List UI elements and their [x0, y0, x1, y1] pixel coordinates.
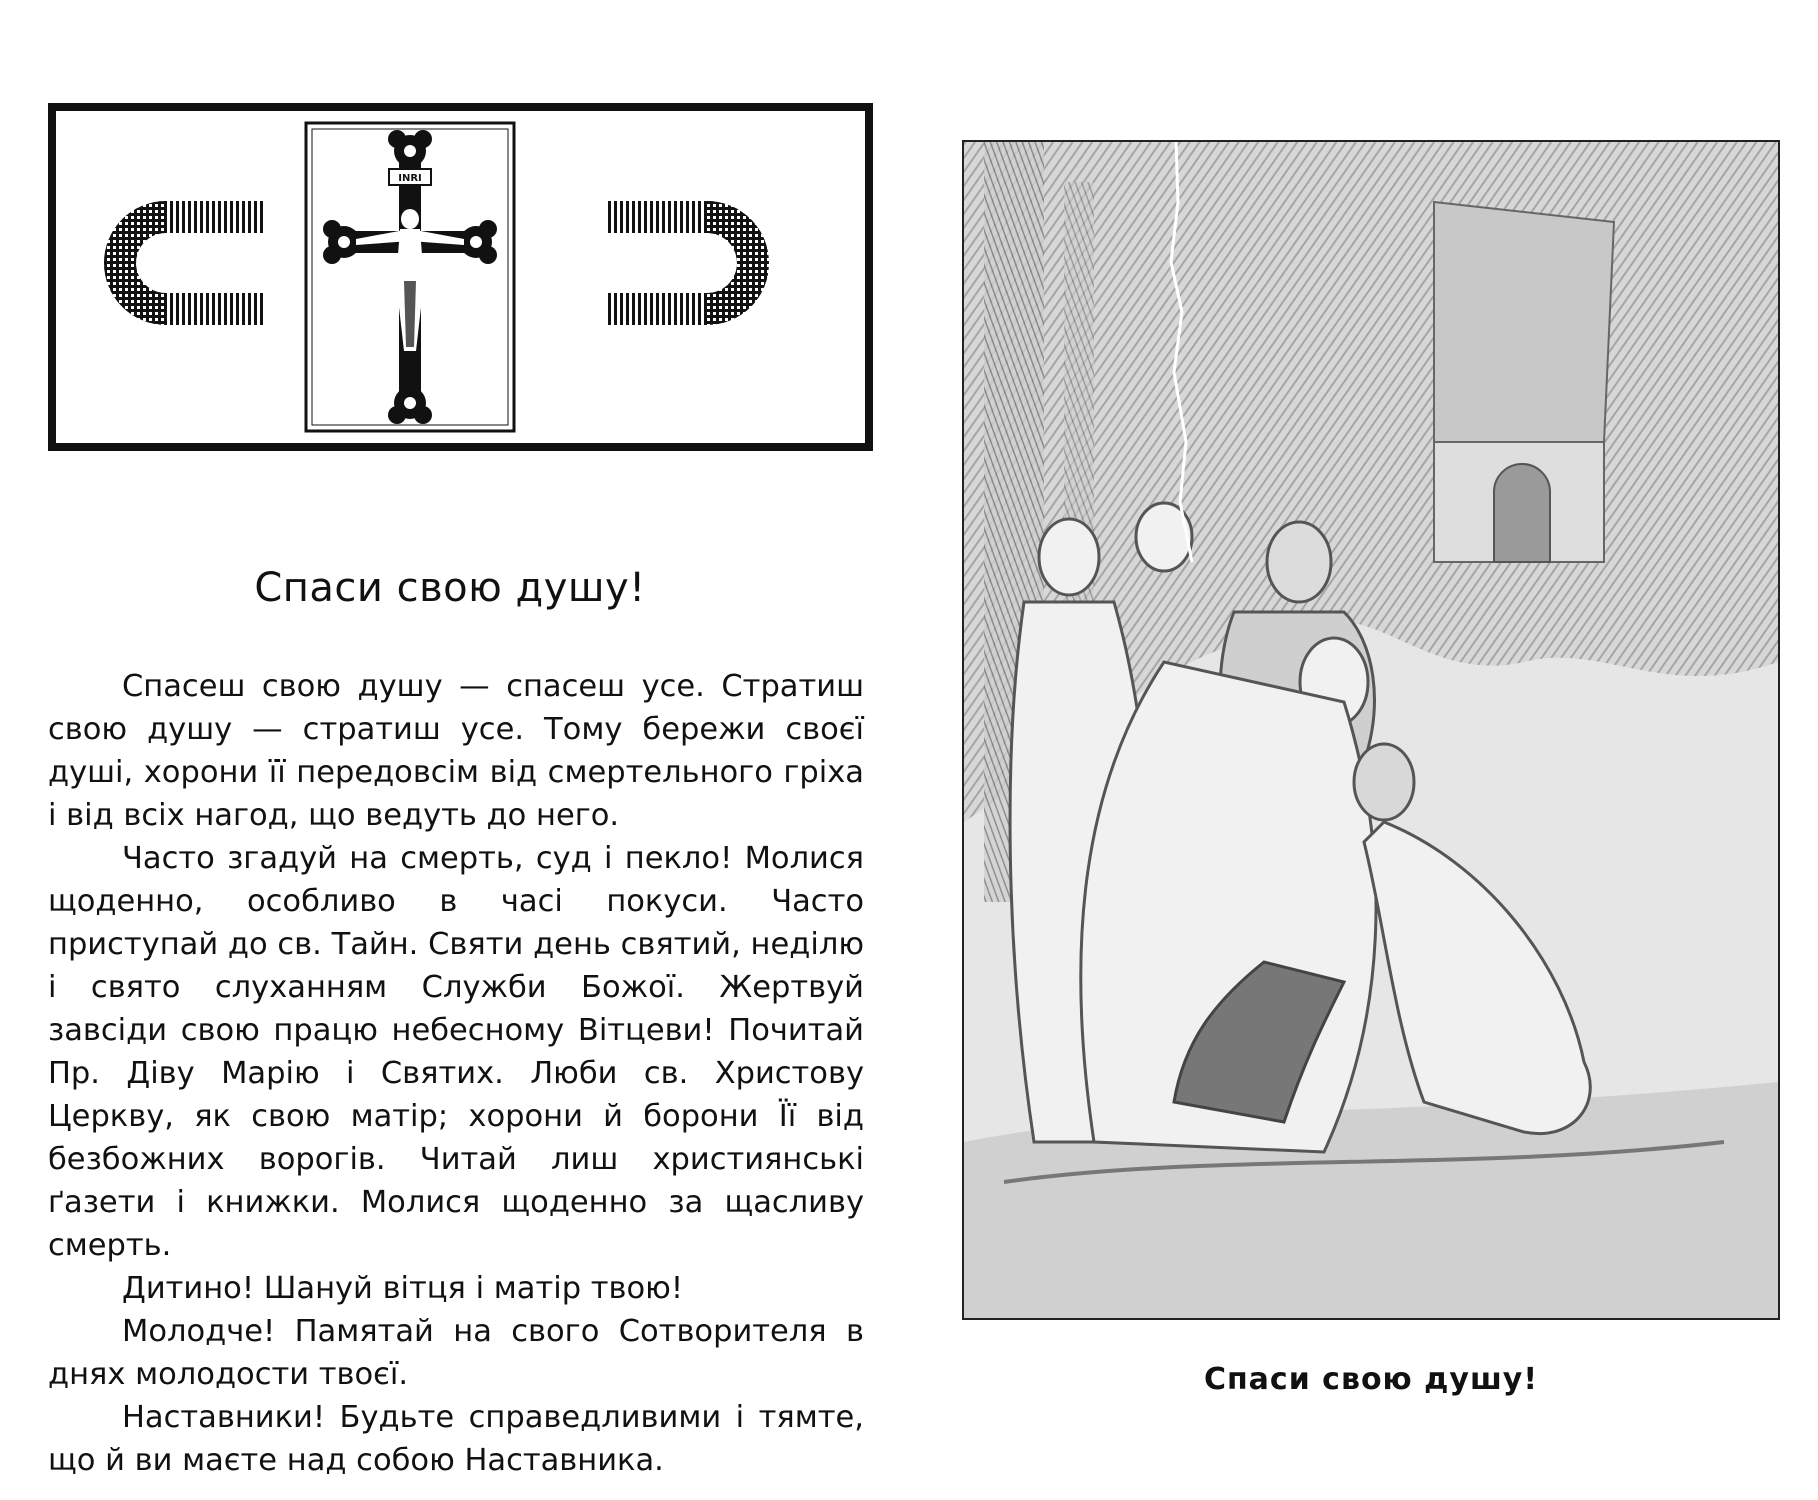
ornament-art: [56, 111, 865, 443]
paragraph-1: Спасеш свою душу — спасеш усе. Стратиш свою душу — стратиш усе. Тому бережи своєї душі, хорони її передовсім від смертельного гріха і від всіх нагод, що ведуть до него.: [48, 669, 864, 833]
paragraph-5: Наставники! Будьте справедливими і тямте, що й ви маєте над собою Наставника.: [48, 1400, 864, 1478]
paragraph-3: Дитино! Шануй вітця і матір твою!: [122, 1271, 684, 1306]
inri-inscription: INRI: [398, 173, 422, 184]
engraving-illustration: [962, 140, 1780, 1320]
body-text: [48, 665, 864, 1482]
paragraph-2: Часто згадуй на смерть, суд і пекло! Молися щоденно, особливо в часі покуси. Часто приступай до св. Тайн. Святи день святий, неділю і свято слуханням Служби Божої. Жертвуй завсіди свою працю небесному Вітцеви! Почитай Пр. Діву Марію і Святих. Люби св. Христову Церкву, як свою матір; хорони й борони Її від безбожних ворогів. Читай лиш християнські ґазети і книжки. Молися щоденно за щасливу смерть.: [48, 841, 864, 1263]
left-page: [0, 0, 900, 1500]
paragraph-4: Молодче! Памятай на свого Сотворителя в днях молодости твоєї.: [48, 1314, 864, 1392]
page-title: Спаси свою душу!: [254, 565, 646, 611]
left-bracket-ornament: [104, 201, 266, 325]
chapel-drawing: [1434, 202, 1614, 562]
illustration-caption: Спаси свою душу!: [1203, 1362, 1539, 1397]
right-bracket-ornament: [607, 201, 769, 325]
ornamental-header: [48, 103, 873, 451]
engraving-art: [964, 142, 1778, 1318]
right-page: [900, 0, 1818, 1500]
